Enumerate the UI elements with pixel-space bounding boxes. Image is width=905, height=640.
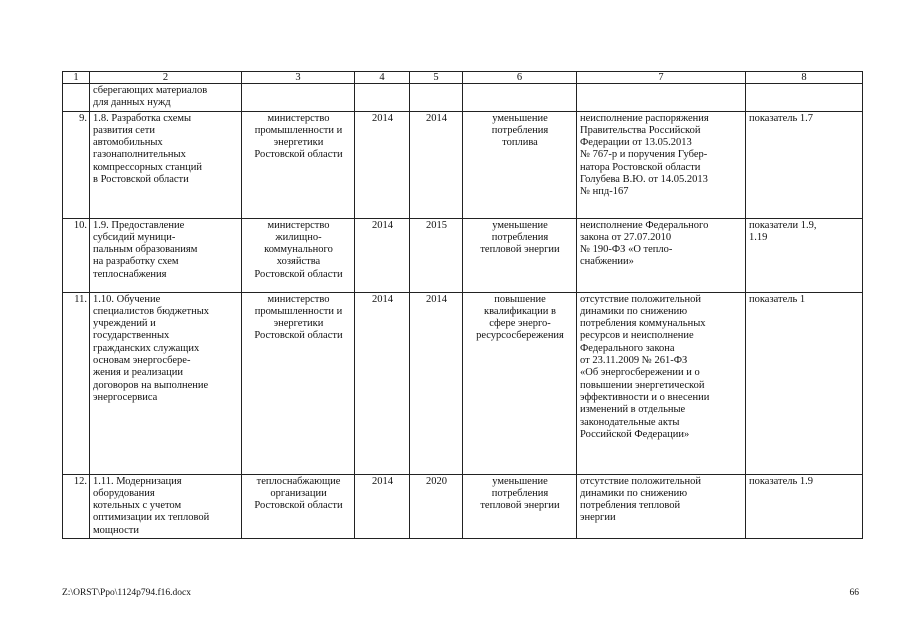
cell-end: 2014 bbox=[410, 292, 463, 474]
file-path: Z:\ORST\Ppo\1124p794.f16.docx bbox=[62, 588, 191, 598]
table-row bbox=[63, 218, 863, 292]
cell-start bbox=[355, 84, 410, 112]
cell-start: 2014 bbox=[355, 218, 410, 292]
cell-start: 2014 bbox=[355, 111, 410, 218]
cell-indicator: показатель 1 bbox=[746, 292, 863, 474]
cell-measure: 1.8. Разработка схемы развития сети автомобильных газонаполнительных компрессорных станций в Ростовской области bbox=[90, 111, 242, 218]
cell-indicator: показатели 1.9, 1.19 bbox=[746, 218, 863, 292]
cell-end: 2020 bbox=[410, 474, 463, 538]
cell-indicator: показатель 1.7 bbox=[746, 111, 863, 218]
cell-start: 2014 bbox=[355, 292, 410, 474]
cell-consequence bbox=[577, 84, 746, 112]
header-cell: 7 bbox=[577, 72, 746, 84]
cell-consequence: неисполнение Федерального закона от 27.07.2010 № 190-ФЗ «О тепло- снабжении» bbox=[577, 218, 746, 292]
table-row bbox=[63, 292, 863, 474]
cell-indicator bbox=[746, 84, 863, 112]
header-cell: 6 bbox=[463, 72, 577, 84]
cell-num: 10. bbox=[63, 218, 90, 292]
table-row bbox=[63, 474, 863, 538]
header-cell: 2 bbox=[90, 72, 242, 84]
cell-num: 9. bbox=[63, 111, 90, 218]
cell-result: уменьшение потребления топлива bbox=[463, 111, 577, 218]
cell-measure: 1.9. Предоставление субсидий муници- пальным образованиям на разработку схем теплоснабжения bbox=[90, 218, 242, 292]
header-row bbox=[63, 72, 863, 84]
cell-consequence: неисполнение распоряжения Правительства Российской Федерации от 13.05.2013 № 767-р и поручения Губер- натора Ростовской области Голубева В.Ю. от 14.05.2013 № нпд-167 bbox=[577, 111, 746, 218]
cell-executor bbox=[242, 84, 355, 112]
cell-measure: 1.10. Обучение специалистов бюджетных учреждений и государственных гражданских служащих основам энергосбере- жения и реализации договоров на выполнение энергосервиса bbox=[90, 292, 242, 474]
cell-result bbox=[463, 84, 577, 112]
cell-consequence: отсутствие положительной динамики по снижению потребления коммунальных ресурсов и неисполнение Федерального закона от 23.11.2009 № 261-ФЗ «Об энергосбережении и о повышении энергетической эффективности и о внесении изменений в отдельные законодательные акты Российской Федерации» bbox=[577, 292, 746, 474]
header-cell: 8 bbox=[746, 72, 863, 84]
cell-result: повышение квалификации в сфере энерго- ресурсосбережения bbox=[463, 292, 577, 474]
header-cell: 4 bbox=[355, 72, 410, 84]
cell-end: 2014 bbox=[410, 111, 463, 218]
cell-num bbox=[63, 84, 90, 112]
table-row bbox=[63, 111, 863, 218]
cell-executor: министерство промышленности и энергетики Ростовской области bbox=[242, 292, 355, 474]
cell-num: 12. bbox=[63, 474, 90, 538]
cell-executor: министерство промышленности и энергетики Ростовской области bbox=[242, 111, 355, 218]
header-cell: 1 bbox=[63, 72, 90, 84]
cell-end: 2015 bbox=[410, 218, 463, 292]
cell-end bbox=[410, 84, 463, 112]
cell-measure: сберегающих материалов для данных нужд bbox=[90, 84, 242, 112]
page-number: 66 bbox=[849, 588, 859, 598]
cell-executor: теплоснабжающие организации Ростовской области bbox=[242, 474, 355, 538]
cell-result: уменьшение потребления тепловой энергии bbox=[463, 474, 577, 538]
cell-measure: 1.11. Модернизация оборудования котельных с учетом оптимизации их тепловой мощности bbox=[90, 474, 242, 538]
table-row bbox=[63, 84, 863, 112]
header-cell: 3 bbox=[242, 72, 355, 84]
cell-executor: министерство жилищно- коммунального хозяйства Ростовской области bbox=[242, 218, 355, 292]
header-cell: 5 bbox=[410, 72, 463, 84]
cell-consequence: отсутствие положительной динамики по снижению потребления тепловой энергии bbox=[577, 474, 746, 538]
cell-start: 2014 bbox=[355, 474, 410, 538]
cell-result: уменьшение потребления тепловой энергии bbox=[463, 218, 577, 292]
measures-table bbox=[62, 71, 863, 539]
cell-indicator: показатель 1.9 bbox=[746, 474, 863, 538]
cell-num: 11. bbox=[63, 292, 90, 474]
